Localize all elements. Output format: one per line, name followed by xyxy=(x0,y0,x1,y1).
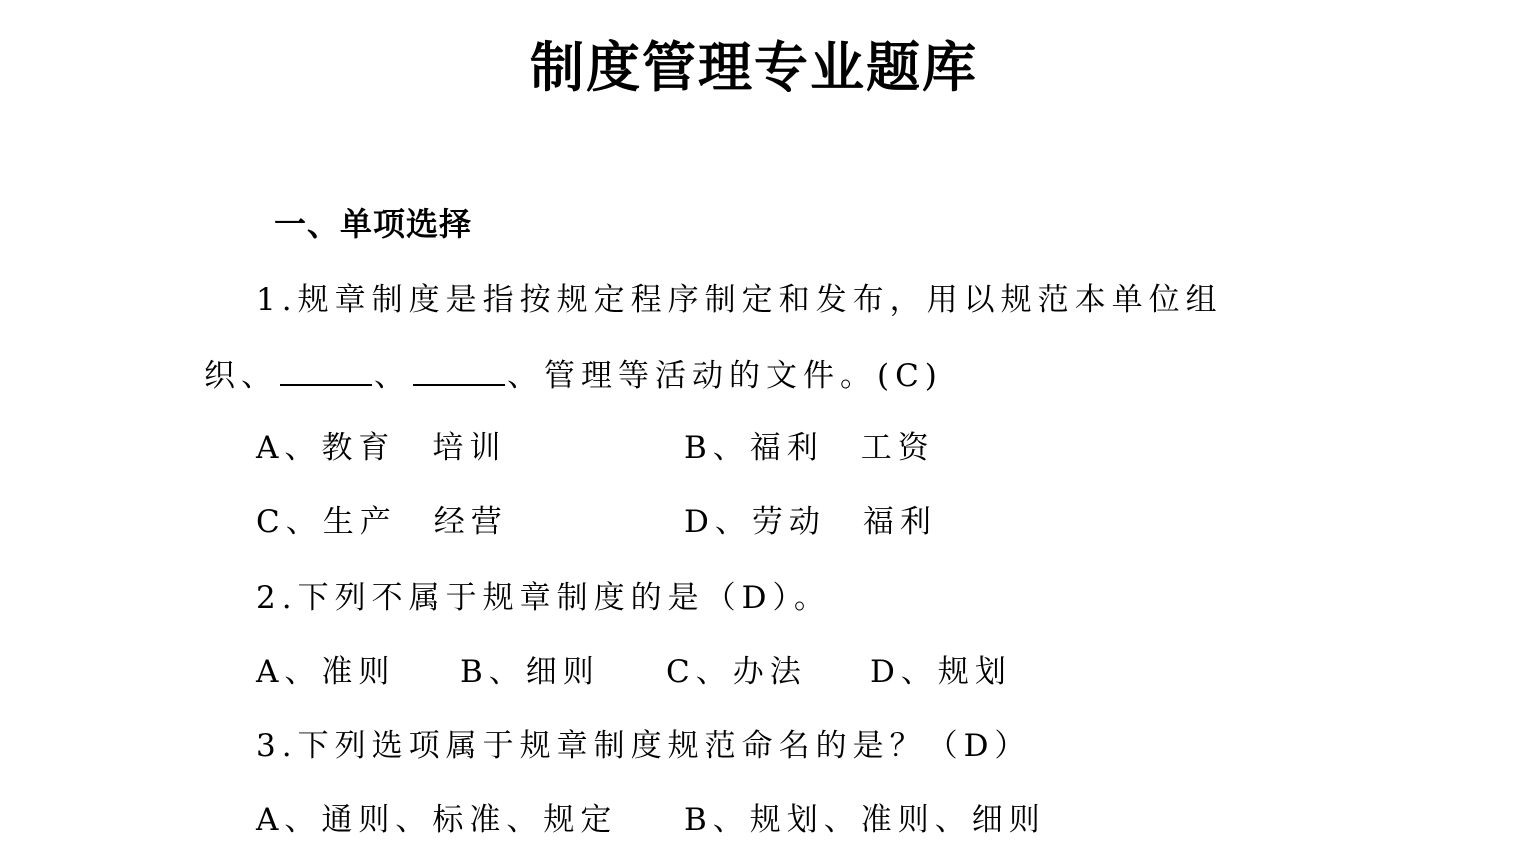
question-1-text-start: 织、 xyxy=(204,358,278,394)
question-1-text-end: 、管理等活动的文件。(C) xyxy=(507,358,943,394)
fill-blank-2 xyxy=(413,350,505,386)
question-1-option-d: D、劳动 福利 xyxy=(684,504,937,540)
question-1-option-a: A、教育 培训 xyxy=(256,430,507,466)
question-2-option-a: A、准则 xyxy=(256,654,396,690)
question-3-option-a: A、通则、标准、规定 xyxy=(256,802,618,838)
question-1-line-2 xyxy=(204,350,943,400)
question-2-text: 2.下列不属于规章制度的是（D）。 xyxy=(256,580,831,616)
question-1-line-1: 1.规章制度是指按规定程序制定和发布，用以规范本单位组 xyxy=(256,282,1223,318)
question-3-option-b: B、规划、准则、细则 xyxy=(684,802,1046,838)
question-1-separator: 、 xyxy=(374,358,411,394)
section-heading: 一、单项选择 xyxy=(274,205,473,243)
question-3-text: 3.下列选项属于规章制度规范命名的是？（D） xyxy=(256,728,1032,764)
question-2-option-c: C、办法 xyxy=(666,654,807,690)
question-2-option-d: D、规划 xyxy=(870,654,1012,690)
question-1-option-c: C、生产 经营 xyxy=(256,504,508,540)
fill-blank-1 xyxy=(280,350,372,386)
question-1-option-b: B、福利 工资 xyxy=(684,430,935,466)
document-title: 制度管理专业题库 xyxy=(530,36,978,99)
question-2-option-b: B、细则 xyxy=(460,654,600,690)
